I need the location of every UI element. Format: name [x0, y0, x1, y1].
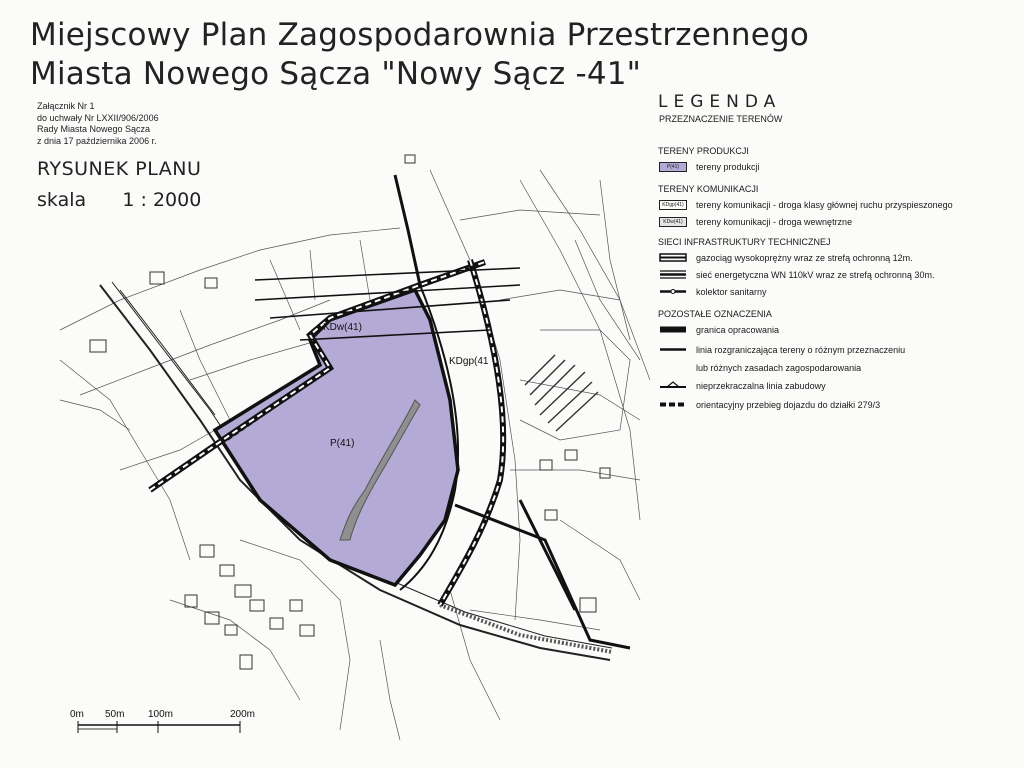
legend-item-demarcation-cont [658, 362, 1015, 373]
legend-item-gas [658, 252, 1015, 263]
legend-item-sewer [658, 286, 1015, 297]
attachment-line-2: do uchwały Nr LXXII/906/2006 [37, 112, 159, 123]
legend-item-label: linia rozgraniczająca tereny o różnym przeznaczeniu [696, 344, 906, 355]
scale-value: 1 : 2000 [122, 189, 202, 211]
power-line-symbol [659, 269, 687, 280]
map-label-kdw: KDw(41) [323, 322, 362, 333]
parking-lot [525, 355, 598, 431]
legend-item-label: tereny produkcji [696, 161, 760, 172]
legend [655, 92, 1015, 410]
legend-item-label: tereny komunikacji - droga klasy głównej ruchu przyspieszonego [696, 199, 953, 210]
building-line-symbol [659, 380, 687, 391]
legend-item-power [658, 269, 1015, 280]
legend-title: LEGENDA [658, 92, 782, 112]
scale-tick-50: 50m [105, 709, 125, 720]
plan-title-line-2: Miasta Nowego Sącza "Nowy Sącz -41" [30, 56, 642, 92]
gas-pipeline-symbol [659, 252, 687, 263]
sewer-symbol [659, 286, 687, 297]
legend-item-label: orientacyjny przebieg dojazdu do działki 279/3 [696, 399, 881, 410]
attachment-line-4: z dnia 17 października 2006 r. [37, 135, 157, 146]
legend-item-label: tereny komunikacji - droga wewnętrzne [696, 216, 853, 227]
attachment-line-3: Rady Miasta Nowego Sącza [37, 124, 151, 134]
map-label-kdgp: KDgp(41 [449, 356, 489, 367]
kdw-swatch: KDw(41) [659, 217, 687, 227]
legend-item-kdgp [658, 199, 1015, 210]
legend-item-label: granica opracowania [696, 324, 780, 335]
legend-item-production [658, 161, 1015, 172]
scale-bar [60, 705, 270, 750]
legend-item-building-line [658, 380, 1015, 391]
legend-item-label: nieprzekraczalna linia zabudowy [696, 380, 826, 391]
production-swatch: P(41) [659, 162, 687, 172]
legend-section-other: POZOSTAŁE OZNACZENIA [658, 309, 772, 319]
legend-item-label: kolektor sanitarny [696, 286, 767, 297]
legend-item-label: sieć energetyczna WN 110kV wraz ze strefą ochronną 30m. [696, 269, 935, 280]
scale-tick-100: 100m [148, 709, 174, 720]
legend-section-infrastructure: SIECI INFRASTRUKTURY TECHNICZNEJ [658, 237, 831, 247]
demarcation-line-symbol [659, 344, 687, 355]
plan-title-line-1: Miejscowy Plan Zagospodarownia Przestrzennego [30, 17, 810, 53]
scale-tick-200: 200m [230, 709, 256, 720]
legend-item-access-route [658, 399, 1015, 410]
legend-item-demarcation [658, 344, 1015, 355]
legend-section-communication: TERENY KOMUNIKACJI [658, 184, 759, 194]
drawing-label: RYSUNEK PLANU [37, 158, 202, 180]
kdgp-swatch: KDgp(41) [659, 200, 687, 210]
scale-tick-0: 0m [70, 709, 84, 720]
access-route-symbol [659, 399, 687, 410]
scale-label: skala [37, 189, 87, 211]
legend-item-label: gazociąg wysokoprężny wraz ze strefą ochronną 12m. [696, 252, 913, 263]
study-boundary-symbol [659, 324, 687, 335]
attachment-line-1: Załącznik Nr 1 [37, 101, 95, 111]
legend-item-study-boundary [658, 324, 1015, 335]
legend-section-production: TERENY PRODUKCJI [658, 146, 749, 156]
legend-item-label: lub różnych zasadach zagospodarowania [696, 362, 862, 373]
map-label-p41: P(41) [330, 438, 355, 449]
legend-item-kdw [658, 216, 1015, 227]
legend-subtitle: PRZEZNACZENIE TERENÓW [659, 114, 783, 124]
